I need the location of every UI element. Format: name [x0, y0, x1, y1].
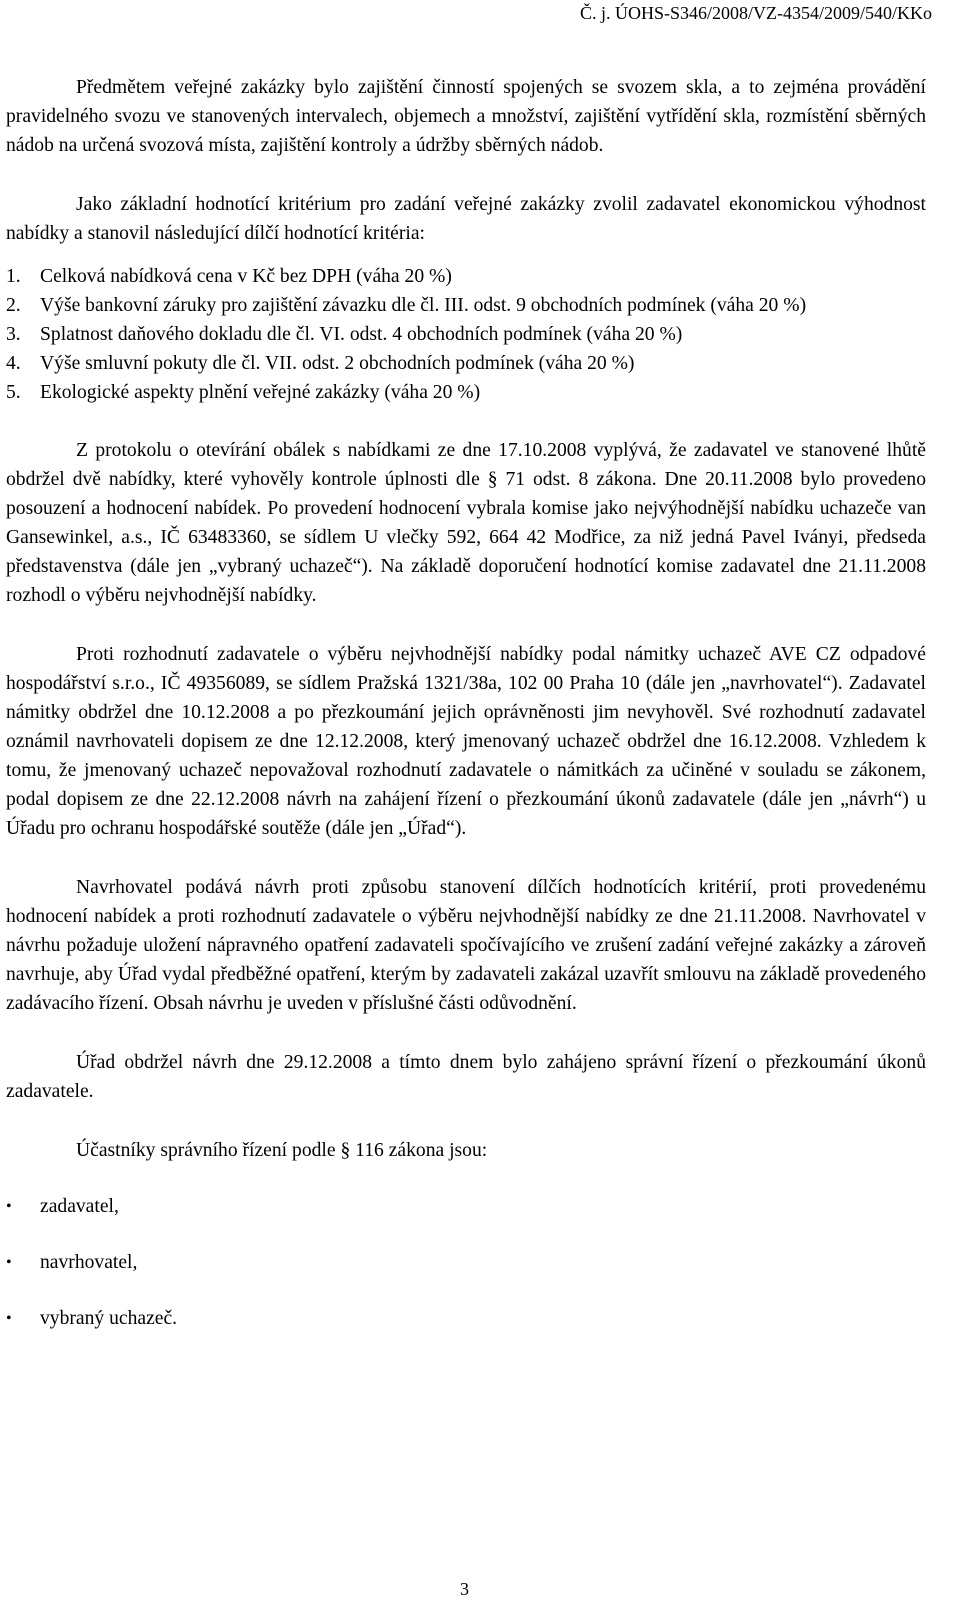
criteria-item	[6, 349, 926, 378]
bullet-icon: •	[6, 1254, 12, 1271]
participant-name: zadavatel,	[40, 1196, 119, 1217]
paragraph-proposal: Navrhovatel podává návrh proti způsobu stanovení dílčích hodnotících kritérií, proti provedenému hodnocení nabídek a proti rozhodnutí zadavatele o výběru nejvhodnější nabídky ze dne 21.11.2008. Navrhovatel v návrhu požaduje uložení nápravného opatření zadavateli spočívajícího ve zrušení zadání veřejné zakázky a zároveň navrhuje, aby Úřad vydal předběžné opatření, kterým by zadavateli zakázal uzavřít smlouvu na základě provedeného zadávacího řízení. Obsah návrhu je uveden v příslušné části odůvodnění.	[6, 877, 926, 1014]
criteria-number: 4.	[6, 353, 21, 374]
criteria-number: 5.	[6, 382, 21, 403]
criteria-list	[6, 262, 926, 407]
criteria-text: Výše bankovní záruky pro zajištění závazku dle čl. III. odst. 9 obchodních podmínek (váha 20 %)	[40, 295, 807, 316]
paragraph-subject: Předmětem veřejné zakázky bylo zajištění činností spojených se svozem skla, a to zejména provádění pravidelného svozu ve stanovených intervalech, objemech a množství, zajištění vytřídění skla, rozmístění sběrných nádob na určená svozová místa, zajištění kontroly a údržby sběrných nádob.	[6, 77, 926, 156]
criteria-text: Celková nabídková cena v Kč bez DPH (váha 20 %)	[40, 266, 452, 287]
criteria-text: Výše smluvní pokuty dle čl. VII. odst. 2 obchodních podmínek (váha 20 %)	[40, 353, 635, 374]
paragraph-proceedings-start: Úřad obdržel návrh dne 29.12.2008 a tímto dnem bylo zahájeno správní řízení o přezkoumání úkonů zadavatele.	[6, 1052, 926, 1102]
participant-name: vybraný uchazeč.	[40, 1308, 178, 1329]
participants-list	[6, 1192, 926, 1333]
case-reference: Č. j. ÚOHS-S346/2008/VZ-4354/2009/540/KKo	[579, 3, 932, 23]
criteria-number: 3.	[6, 324, 21, 345]
bullet-icon: •	[6, 1198, 12, 1215]
criteria-text: Ekologické aspekty plnění veřejné zakázky (váha 20 %)	[40, 382, 481, 403]
criteria-number: 1.	[6, 266, 21, 287]
criteria-item	[6, 291, 926, 320]
paragraph-protocol: Z protokolu o otevírání obálek s nabídkami ze dne 17.10.2008 vyplývá, že zadavatel ve stanovené lhůtě obdržel dvě nabídky, které vyhověly kontrole úplnosti dle § 71 odst. 8 zákona. Dne 20.11.2008 bylo provedeno posouzení a hodnocení nabídek. Po provedení hodnocení vybrala komise jako nejvýhodnější nabídku uchazeče van Gansewinkel, a.s., IČ 63483360, se sídlem U vlečky 592, 664 42 Modřice, za niž jedná Pavel Iványi, předseda představenstva (dále jen „vybraný uchazeč“). Na základě doporučení hodnotící komise zadavatel dne 21.11.2008 rozhodl o výběru nejvhodnější nabídky.	[6, 440, 926, 606]
participant-item	[6, 1192, 926, 1221]
participant-item	[6, 1304, 926, 1333]
criteria-item	[6, 262, 926, 291]
criteria-item	[6, 378, 926, 407]
paragraph-objections: Proti rozhodnutí zadavatele o výběru nejvhodnější nabídky podal námitky uchazeč AVE CZ odpadové hospodářství s.r.o., IČ 49356089, se sídlem Pražská 1321/38a, 102 00 Praha 10 (dále jen „navrhovatel“). Zadavatel námitky obdržel dne 10.12.2008 a po přezkoumání jejich oprávněnosti jim nevyhověl. Své rozhodnutí zadavatel oznámil navrhovateli dopisem ze dne 12.12.2008, který jmenovaný uchazeč obdržel dne 16.12.2008. Vzhledem k tomu, že jmenovaný uchazeč nepovažoval rozhodnutí zadavatele o námitkách za učiněné v souladu se zákonem, podal dopisem ze dne 22.12.2008 návrh na zahájení řízení o přezkoumání úkonů zadavatele (dále jen „návrh“) u Úřadu pro ochranu hospodářské soutěže (dále jen „Úřad“).	[6, 644, 926, 839]
criteria-item	[6, 320, 926, 349]
participant-item	[6, 1248, 926, 1277]
paragraph-criteria-intro: Jako základní hodnotící kritérium pro zadání veřejné zakázky zvolil zadavatel ekonomickou výhodnost nabídky a stanovil následující dílčí hodnotící kritéria:	[6, 194, 926, 244]
criteria-number: 2.	[6, 295, 21, 316]
criteria-text: Splatnost daňového dokladu dle čl. VI. odst. 4 obchodních podmínek (váha 20 %)	[40, 324, 683, 345]
page-number: 3	[460, 1579, 469, 1599]
participant-name: navrhovatel,	[40, 1252, 138, 1273]
document-body	[6, 73, 926, 1360]
paragraph-participants: Účastníky správního řízení podle § 116 zákona jsou:	[76, 1140, 488, 1161]
bullet-icon: •	[6, 1310, 12, 1327]
